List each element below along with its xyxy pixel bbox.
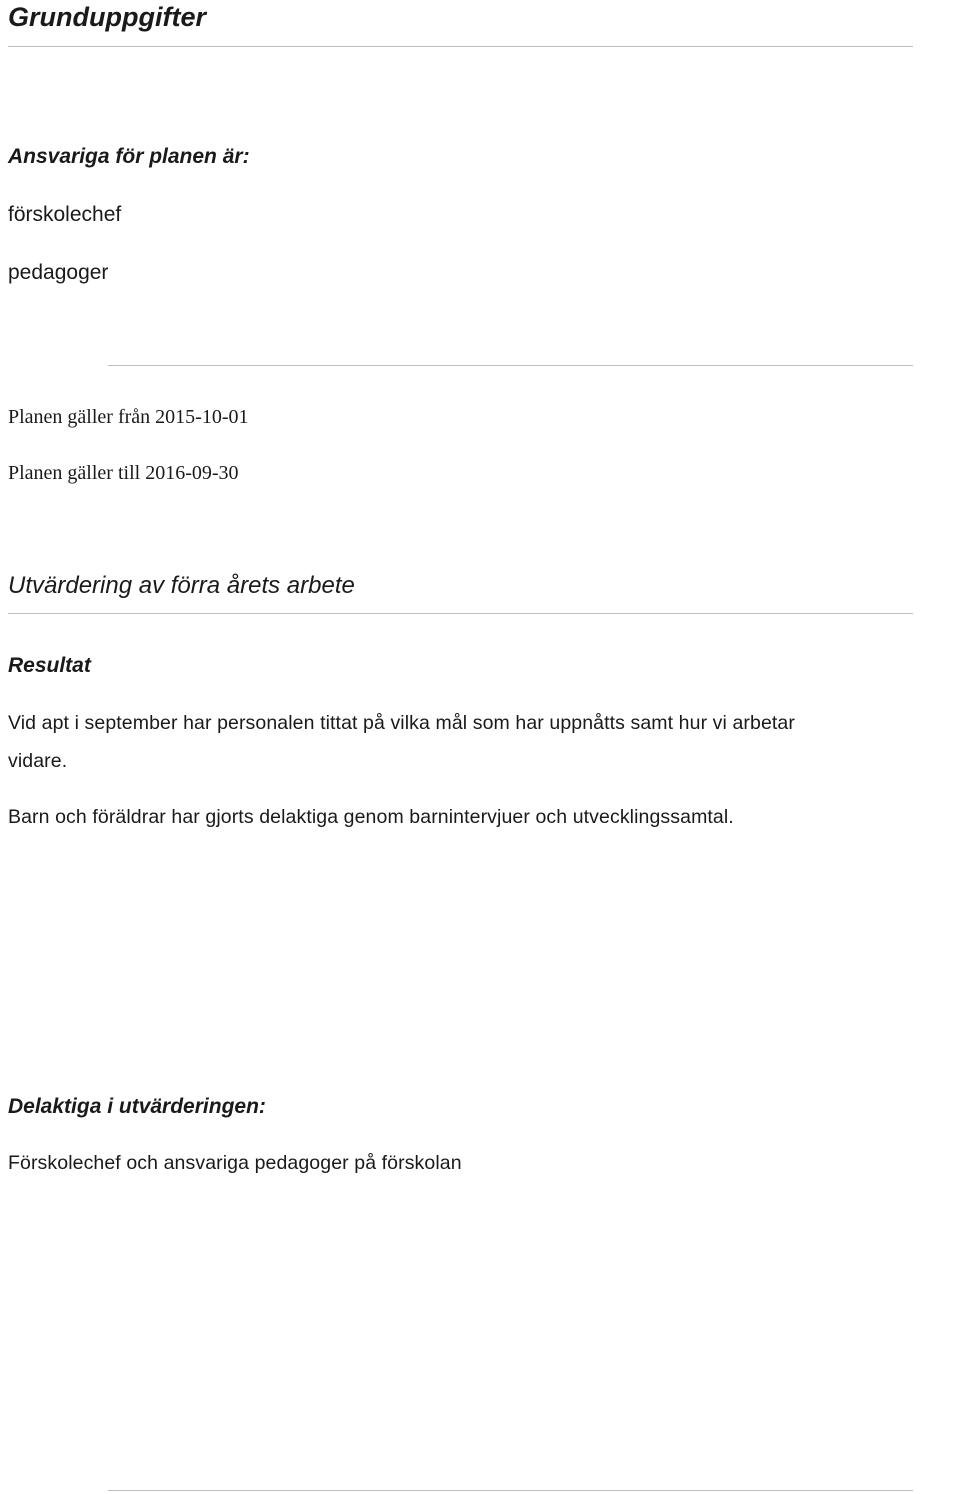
result-paragraph: Barn och föräldrar har gjorts delaktiga genom barnintervjuer och utvecklingssamtal. bbox=[8, 806, 734, 828]
responsible-item: pedagoger bbox=[8, 261, 109, 284]
valid-to: Planen gäller till 2016-09-30 bbox=[8, 462, 239, 484]
valid-from: Planen gäller från 2015-10-01 bbox=[8, 406, 249, 428]
title-divider bbox=[8, 46, 913, 47]
responsible-heading: Ansvariga för planen är: bbox=[8, 145, 250, 168]
participants-text: Förskolechef och ansvariga pedagoger på förskolan bbox=[8, 1152, 462, 1174]
page-title: Grunduppgifter bbox=[8, 2, 206, 32]
evaluation-heading: Utvärdering av förra årets arbete bbox=[8, 572, 355, 599]
evaluation-divider bbox=[8, 613, 913, 614]
responsible-item: förskolechef bbox=[8, 203, 122, 226]
result-heading: Resultat bbox=[8, 654, 91, 677]
result-paragraph-line: vidare. bbox=[8, 750, 68, 772]
participants-heading: Delaktiga i utvärderingen: bbox=[8, 1095, 266, 1118]
result-paragraph-line: Vid apt i september har personalen tittat på vilka mål som har uppnåtts samt hur vi arbetar bbox=[8, 712, 795, 734]
footer-divider bbox=[108, 1490, 913, 1491]
section-divider bbox=[108, 365, 913, 366]
